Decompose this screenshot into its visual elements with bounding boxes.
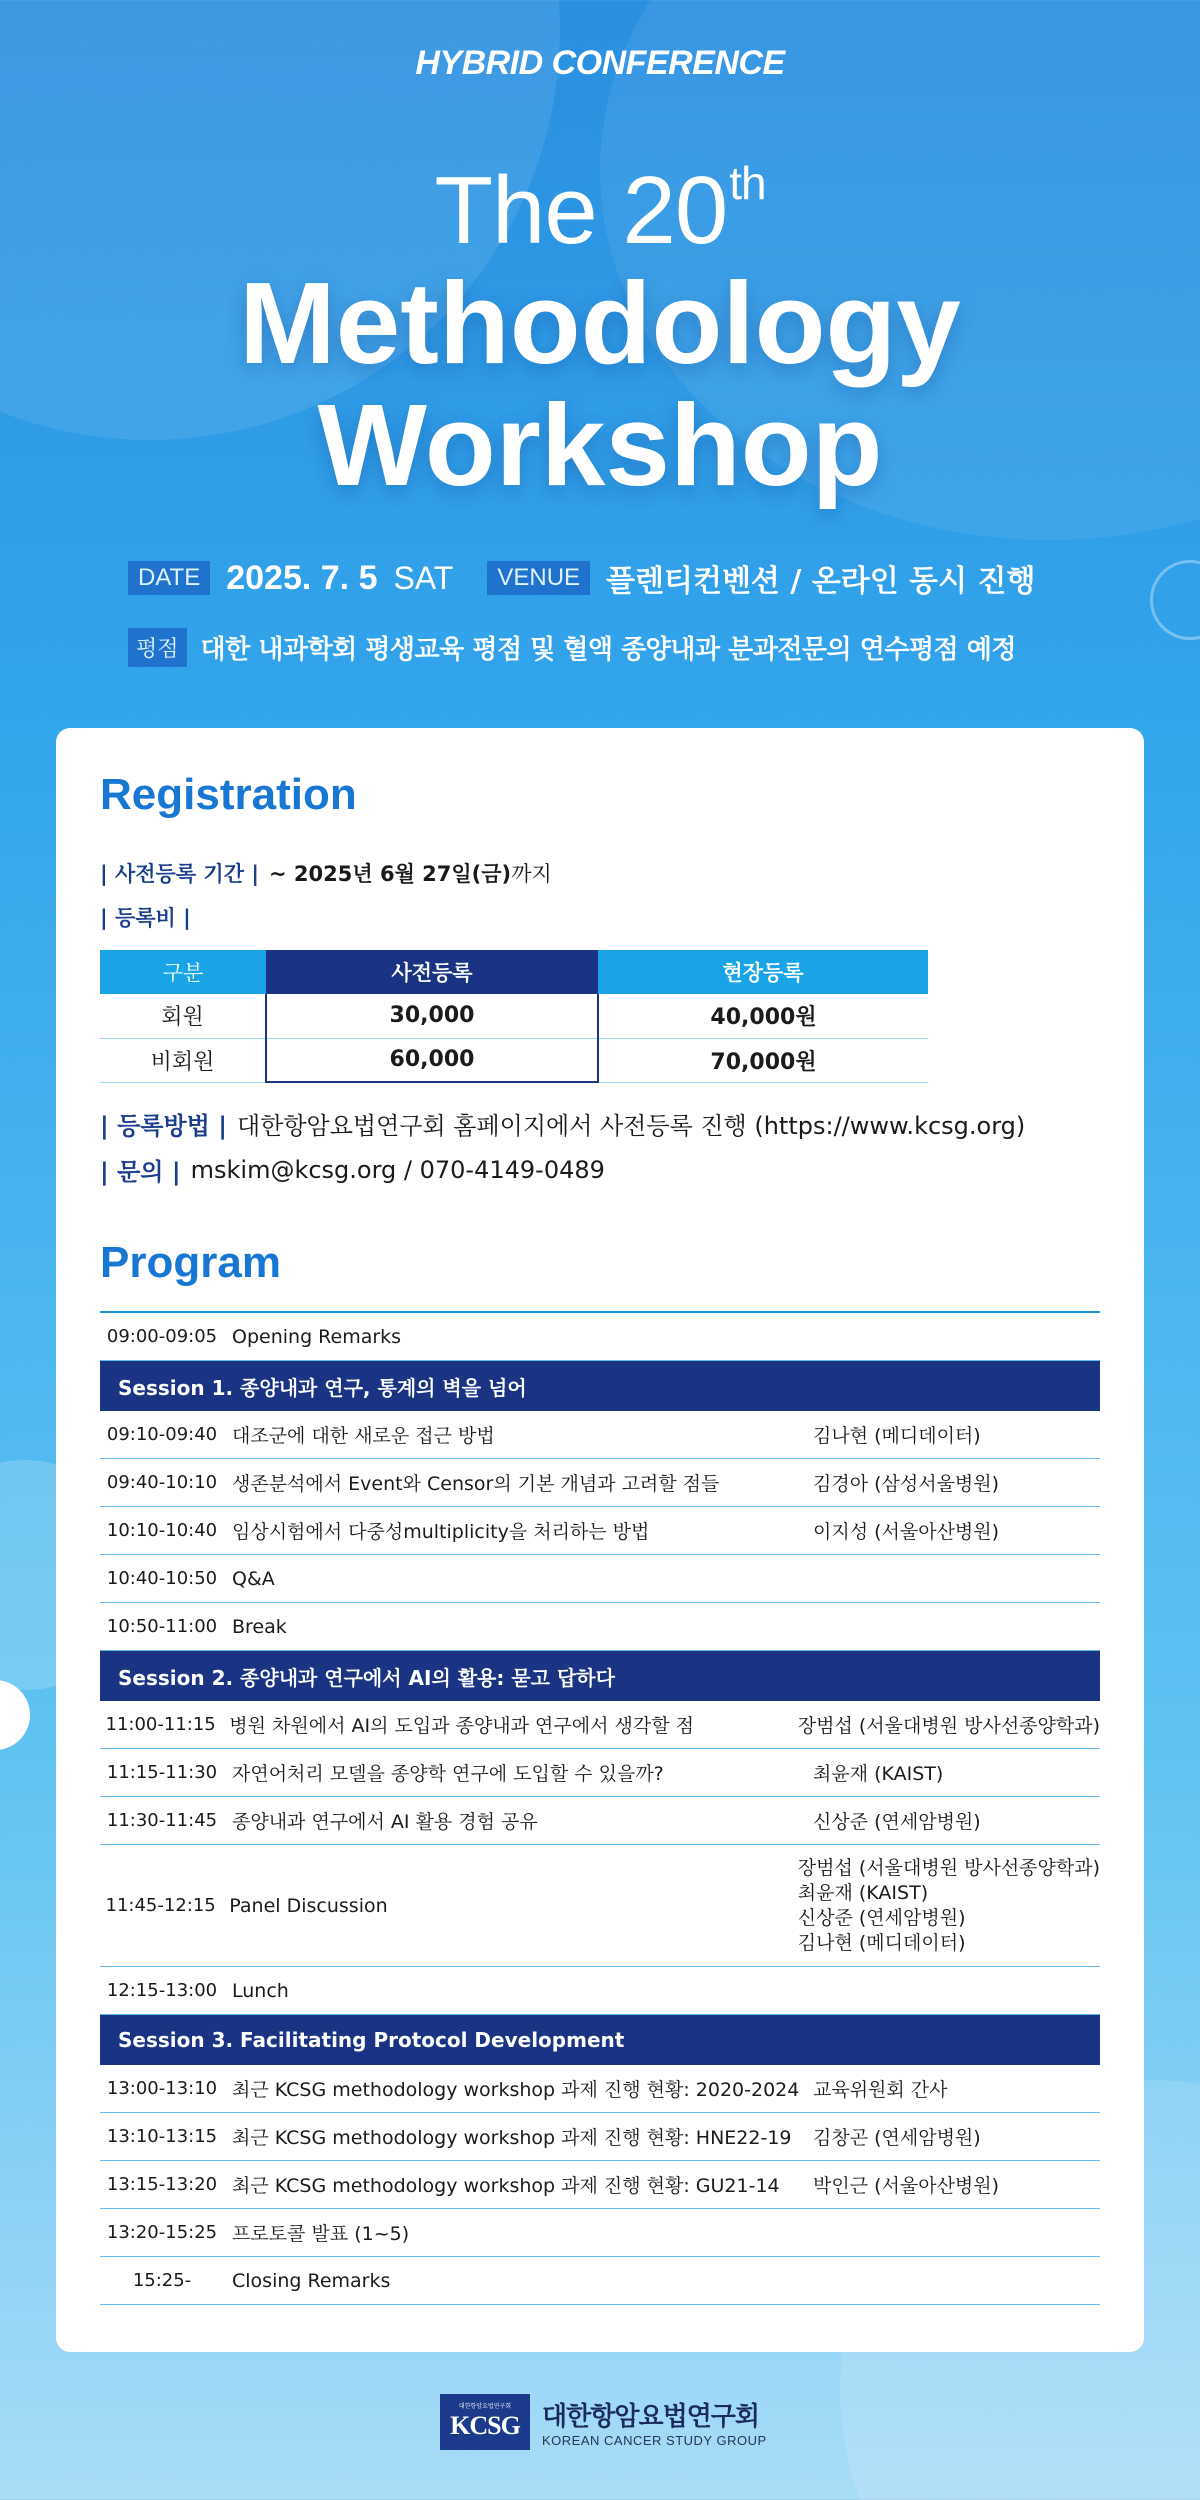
- venue-value: 플렌티컨벤션 / 온라인 동시 진행: [606, 564, 1036, 599]
- row-time: 09:00-09:05: [106, 1326, 218, 1347]
- row-title: Panel Discussion: [229, 1894, 388, 1917]
- date-value: 2025. 7. 5: [226, 558, 378, 597]
- logo-small-text: 대한항암요법연구회: [458, 2403, 512, 2410]
- table-row: [100, 1797, 1100, 1845]
- row-title: 자연어처리 모델을 종양학 연구에 도입할 수 있을까?: [232, 1763, 664, 1785]
- table-row: [100, 1749, 1100, 1797]
- edition-ordinal: th: [729, 157, 766, 209]
- fee-header-pre: 사전등록: [266, 950, 598, 994]
- registration-period: [100, 858, 552, 888]
- row-time: 10:50-11:00: [106, 1616, 218, 1637]
- row-title: Opening Remarks: [232, 1325, 402, 1348]
- fee-cell: 40,000원: [598, 994, 928, 1038]
- edition-title: [0, 128, 1200, 266]
- row-title: 대조군에 대한 새로운 접근 방법: [232, 1425, 495, 1447]
- score-tag: 평점: [128, 628, 187, 667]
- table-row: [100, 1701, 1100, 1749]
- row-time: 11:15-11:30: [106, 1762, 218, 1783]
- row-time: 13:00-13:10: [106, 2078, 218, 2099]
- row-title: 임상시험에서 다중성multiplicity을 처리하는 방법: [232, 1521, 650, 1543]
- score-value: 대한 내과학회 평생교육 평점 및 혈액 종양내과 분과전문의 연수평점 예정: [200, 635, 1016, 665]
- registration-method: [100, 1106, 1025, 1141]
- panel-speaker: 신상준 (연세암병원): [797, 1906, 966, 1929]
- fee-row-member: [100, 994, 928, 1038]
- table-row: [100, 1459, 1100, 1507]
- logo-mark: KCSG: [450, 2411, 520, 2440]
- table-row: [100, 1411, 1100, 1459]
- session-3-header: Session 3. Facilitating Protocol Development: [100, 2015, 1100, 2065]
- period-label: | 사전등록 기간 |: [100, 862, 259, 886]
- org-name-korean: 대한항암요법연구회: [542, 2402, 760, 2432]
- row-speaker: 이지성 (서울아산병원): [813, 1521, 1000, 1543]
- title-line-2: Workshop: [317, 380, 883, 510]
- org-name-english: KOREAN CANCER STUDY GROUP: [542, 2433, 767, 2448]
- row-speaker: 김창곤 (연세암병원): [813, 2127, 981, 2149]
- content-card: [56, 728, 1144, 2352]
- table-row: [100, 2113, 1100, 2161]
- row-time: 11:30-11:45: [106, 1810, 218, 1831]
- fee-table-header: [100, 950, 928, 994]
- fee-line: [100, 902, 201, 932]
- contact-value[interactable]: mskim@kcsg.org / 070-4149-0489: [190, 1155, 605, 1184]
- row-time: 13:10-13:15: [106, 2126, 218, 2147]
- row-speaker: 교육위원회 간사: [813, 2079, 948, 2101]
- row-title: 생존분석에서 Event와 Censor의 기본 개념과 고려할 점들: [232, 1473, 720, 1495]
- table-row: [100, 2065, 1100, 2113]
- date-tag: DATE: [128, 561, 210, 595]
- table-row: [100, 2161, 1100, 2209]
- row-time: 15:25-: [132, 2270, 192, 2291]
- fee-header-category: 구분: [100, 950, 266, 994]
- kcsg-logo: [440, 2394, 530, 2450]
- table-row: [100, 2209, 1100, 2257]
- row-time: 09:10-09:40: [106, 1424, 218, 1445]
- score-line: [128, 628, 1016, 667]
- row-time: 10:40-10:50: [106, 1568, 218, 1589]
- fee-cell: 비회원: [100, 1038, 266, 1082]
- registration-heading: Registration: [100, 770, 357, 819]
- method-label: | 등록방법 |: [100, 1112, 227, 1140]
- row-title: Q&A: [232, 1567, 275, 1590]
- row-title: 프로토콜 발표 (1~5): [232, 2223, 410, 2245]
- contact-line: [100, 1152, 605, 1187]
- fee-row-nonmember: [100, 1038, 928, 1082]
- row-speaker: 장범섭 (서울대병원 방사선종양학과): [797, 1715, 1100, 1737]
- row-speaker: 김경아 (삼성서울병원): [813, 1473, 1000, 1495]
- footer-logo: [440, 2394, 767, 2450]
- panel-speakers: [792, 1856, 1100, 1956]
- venue-tag: VENUE: [487, 561, 590, 595]
- row-speaker: 박인근 (서울아산병원): [813, 2175, 1000, 2197]
- period-suffix: 까지: [511, 862, 552, 886]
- fee-table: [100, 950, 928, 1083]
- row-title: Lunch: [232, 1979, 289, 2002]
- row-speaker: 최윤재 (KAIST): [813, 1763, 944, 1785]
- panel-speaker: 최윤재 (KAIST): [797, 1881, 929, 1904]
- fee-cell: 70,000원: [598, 1038, 928, 1082]
- program-table: [100, 1311, 1100, 2305]
- contact-label: | 문의 |: [100, 1158, 181, 1186]
- title-line-1: Methodology: [239, 258, 961, 388]
- hybrid-conference-label: HYBRID CONFERENCE: [415, 44, 785, 82]
- fee-cell: 60,000: [266, 1038, 598, 1082]
- table-row: [100, 1507, 1100, 1555]
- row-time: 12:15-13:00: [106, 1980, 218, 2001]
- table-row: [100, 1555, 1100, 1603]
- table-row: [100, 2257, 1100, 2305]
- row-title: 최근 KCSG methodology workshop 과제 진행 현황: 2020-2024: [232, 2079, 800, 2101]
- edition-number: The 20: [434, 157, 728, 264]
- panel-speaker: 장범섭 (서울대병원 방사선종양학과): [797, 1856, 1100, 1879]
- panel-speaker: 김나현 (메디데이터): [797, 1931, 966, 1954]
- program-heading: Program: [100, 1238, 281, 1287]
- row-title: 종양내과 연구에서 AI 활용 경험 공유: [232, 1811, 538, 1833]
- row-time: 13:20-15:25: [106, 2222, 218, 2243]
- day-value: SAT: [393, 559, 454, 596]
- row-time: 11:45-12:15: [105, 1895, 216, 1916]
- row-title: Break: [232, 1615, 287, 1638]
- row-time: 09:40-10:10: [106, 1472, 218, 1493]
- row-title: 최근 KCSG methodology workshop 과제 진행 현황: GU21-14: [232, 2175, 780, 2197]
- row-time: 13:15-13:20: [106, 2174, 218, 2195]
- row-time: 10:10-10:40: [106, 1520, 218, 1541]
- row-title: Closing Remarks: [232, 2269, 391, 2292]
- period-value: ~ 2025년 6월 27일(금): [269, 862, 512, 886]
- fee-cell: 30,000: [266, 994, 598, 1038]
- row-title: 최근 KCSG methodology workshop 과제 진행 현황: HNE22-19: [232, 2127, 792, 2149]
- org-name: [542, 2396, 767, 2448]
- table-row: [100, 1603, 1100, 1651]
- table-row-panel: [100, 1845, 1100, 1967]
- session-1-header: Session 1. 종양내과 연구, 통계의 벽을 넘어: [100, 1361, 1100, 1411]
- fee-cell: 회원: [100, 994, 266, 1038]
- method-value[interactable]: 대한항암요법연구회 홈페이지에서 사전등록 진행 (https://www.kcsg.org): [236, 1112, 1026, 1140]
- row-speaker: 김나현 (메디데이터): [813, 1425, 981, 1447]
- fee-label: | 등록비 |: [100, 906, 191, 930]
- date-venue-line: [128, 556, 1036, 600]
- row-title: 병원 차원에서 AI의 도입과 종양내과 연구에서 생각할 점: [229, 1715, 694, 1737]
- table-row: [100, 1967, 1100, 2015]
- fee-header-onsite: 현장등록: [598, 950, 928, 994]
- row-time: 11:00-11:15: [105, 1714, 216, 1735]
- table-row: [100, 1313, 1100, 1361]
- row-speaker: 신상준 (연세암병원): [813, 1811, 981, 1833]
- session-2-header: Session 2. 종양내과 연구에서 AI의 활용: 묻고 답하다: [100, 1651, 1100, 1701]
